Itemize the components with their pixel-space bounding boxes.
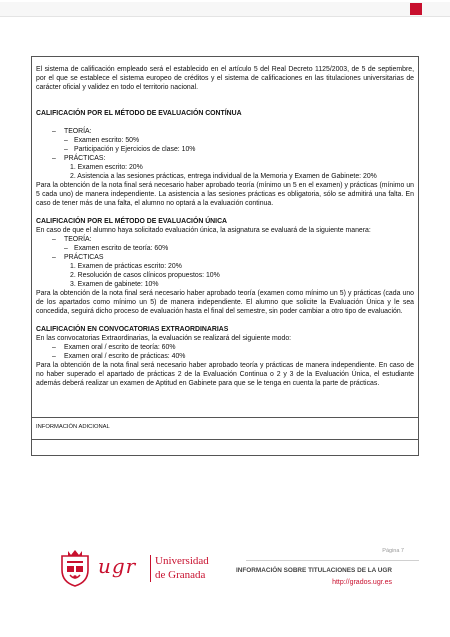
unica-teoria-label: – TEORÍA: — [52, 236, 92, 243]
extra-note: Para la obtención de la nota final será necesario haber aprobado teoría y prácticas de manera independiente. En caso de no haber superado el apartado de prácticas 2 de la Evaluación Continua o 2 y 3 de la Evaluación Única, el estudiante además deberá realizar un examen de Aptitud en Gabinete para que se le tenga en cuenta la parte de prácticas. — [36, 362, 414, 387]
extra-intro: En las convocatorias Extraordinarias, la evaluación se realizará del siguiente modo: — [36, 335, 292, 342]
list-item: 3. Examen de gabinete: 10% — [70, 281, 159, 288]
unica-intro: En caso de que el alumno haya solicitado evaluación única, la asignatura se evaluará de la siguiente manera: — [36, 227, 371, 234]
list-item: – Participación y Ejercicios de clase: 10% — [64, 146, 196, 153]
unica-heading: CALIFICACIÓN POR EL MÉTODO DE EVALUACIÓN ÚNICA — [36, 218, 228, 225]
unica-practicas-label: – PRÁCTICAS — [52, 254, 104, 261]
ugr-wordmark: ugr — [98, 554, 137, 578]
logo-divider — [150, 555, 151, 582]
crest-icon — [58, 548, 92, 588]
intro-paragraph: El sistema de calificación empleado será el establecido en el artículo 5 del Real Decreto 1125/2003, de 5 de septiembre, por el que se establece el sistema europeo de créditos y el sistema de calificaciones en las titulaciones universitarias de carácter oficial y validez en todo el territorio nacional. — [36, 66, 414, 91]
footer-title: INFORMACIÓN SOBRE TITULACIONES DE LA UGR — [236, 567, 392, 574]
list-item: – Examen oral / escrito de prácticas: 40% — [52, 353, 186, 360]
header-strip — [0, 2, 450, 17]
logo-line-1: Universidad — [155, 555, 209, 567]
info-label: INFORMACIÓN ADICIONAL — [36, 424, 110, 430]
footer-rule — [246, 560, 419, 561]
continua-teoria-label: – TEORÍA: — [52, 128, 92, 135]
list-item: – Examen oral / escrito de teoría: 60% — [52, 344, 176, 351]
page-number: Página 7 — [382, 548, 404, 554]
continua-heading: CALIFICACIÓN POR EL MÉTODO DE EVALUACIÓN CONTÍNUA — [36, 110, 242, 117]
evaluation-table — [31, 56, 419, 456]
row-divider — [32, 439, 418, 440]
list-item: – Examen escrito: 50% — [64, 137, 140, 144]
list-item: 1. Examen de prácticas escrito: 20% — [70, 263, 182, 270]
evaluation-content — [36, 65, 414, 388]
list-item: 1. Examen escrito: 20% — [70, 164, 143, 171]
extra-heading: CALIFICACIÓN EN CONVOCATORIAS EXTRAORDINARIAS — [36, 326, 229, 333]
row-divider — [32, 417, 418, 418]
footer-url[interactable]: http://grados.ugr.es — [332, 579, 392, 586]
list-item: – Examen escrito de teoría: 60% — [64, 245, 169, 252]
unica-note: Para la obtención de la nota final será necesario haber aprobado teoría (examen como mínimo un 5) y prácticas (cada uno de los apartados como mínimo un 5) de manera independiente. El alumno que solicite la Evaluación Única y le sea concedida, seguirá dicho proceso de evaluación hasta el final del semestre, sin poder cambiar a otro tipo de evaluación. — [36, 290, 414, 315]
continua-practicas-label: – PRÁCTICAS: — [52, 155, 106, 162]
header-mark — [410, 3, 422, 15]
logo-line-2: de Granada — [155, 569, 206, 581]
list-item: 2. Resolución de casos clínicos propuestos: 10% — [70, 272, 220, 279]
continua-note: Para la obtención de la nota final será necesario haber aprobado teoría (mínimo un 5 en el examen) y prácticas (mínimo un 5 cada uno) de manera independiente. La asistencia a las sesiones prácticas es obligatoria, sólo se admitirá una falta. En caso de tener más de una falta, el alumno no optará a la evaluación continua. — [36, 182, 414, 207]
list-item: 2. Asistencia a las sesiones prácticas, entrega individual de la Memoria y Examen de Gabinete: 20% — [70, 173, 377, 180]
